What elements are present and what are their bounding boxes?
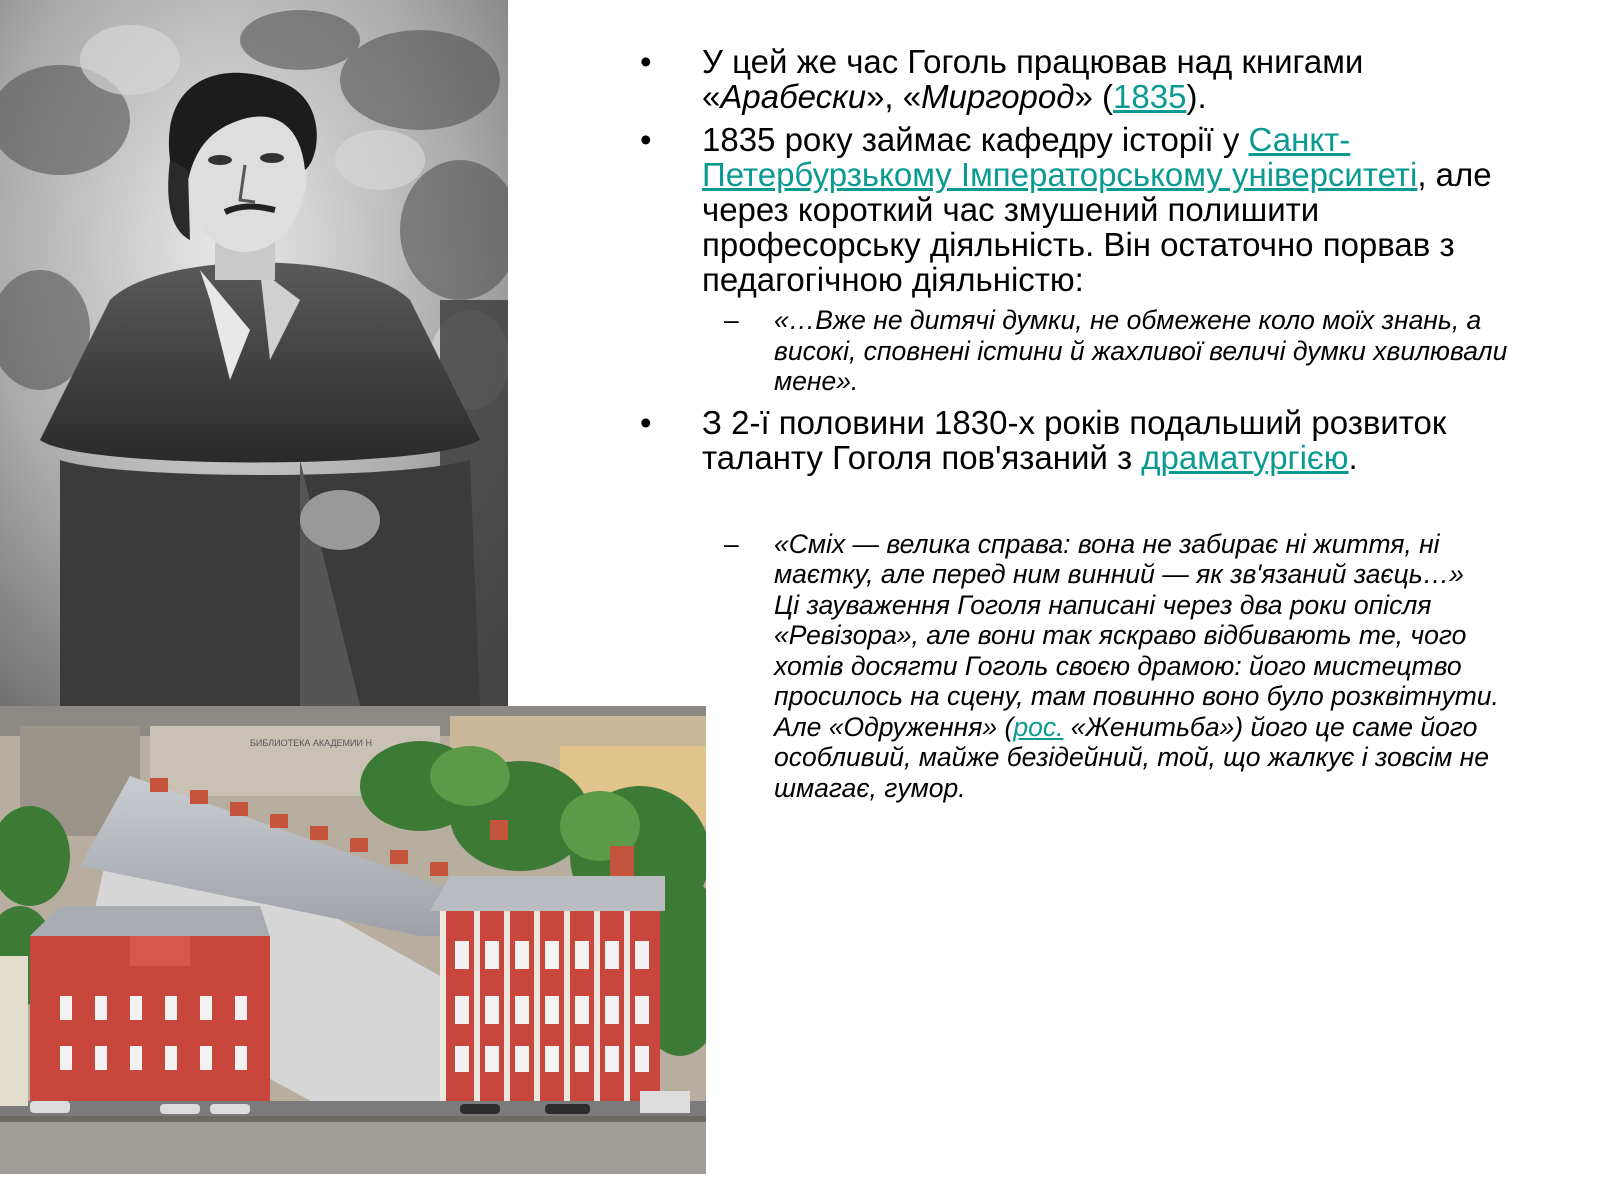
- quote-text: «Сміх — велика справа: вона не забирає ні життя, ні маєтку, але перед ним винний — як зв'язаний заєць…»: [774, 528, 1464, 589]
- dash-marker: –: [724, 528, 739, 559]
- university-link[interactable]: Санкт-Петербурзькому Імператорському університеті: [702, 121, 1418, 193]
- slide-text: [636, 44, 1536, 811]
- library-sign: БИБЛИОТЕКА АКАДЕМИИ Н: [250, 738, 372, 748]
- text: .: [1348, 438, 1358, 476]
- quote-thoughts: [636, 305, 1536, 397]
- twelve-collegia-building: [0, 706, 706, 1174]
- year-1835-link[interactable]: 1835: [1113, 78, 1187, 115]
- book-title-arabesky: Арабески: [720, 78, 867, 115]
- gogol-portrait: [0, 0, 508, 706]
- bullet-marker: •: [640, 403, 652, 441]
- book-title-myrhorod: Миргород: [921, 78, 1075, 115]
- commentary-text: «Женитьба») його це саме його особливий, майже безідейний, той, що жалкує і зовсім не шмагає, гумор.: [774, 711, 1489, 803]
- drama-link[interactable]: драматургією: [1141, 438, 1349, 476]
- bullet-arabesky: [636, 44, 1536, 114]
- commentary-text: Ці зауваження Гоголя написані через два роки опісля «Ревізора», але вони так яскраво відбивають те, чого хотів досягти Гоголь своєю драмою: його мистецтво просилось на сцену, там повинно воно було розквітнути. Але «Одруження» (: [774, 589, 1499, 742]
- text: ).: [1186, 78, 1207, 115]
- dash-marker: –: [724, 305, 739, 335]
- quote-laughter: [636, 529, 1536, 804]
- text: » (: [1074, 78, 1114, 115]
- bullet-marker: •: [640, 43, 652, 80]
- text: З 2-ї половини 1830-х років подальший розвиток таланту Гоголя пов'язаний з: [702, 403, 1447, 476]
- text: 1835 року займає кафедру історії у: [702, 121, 1249, 158]
- quote-text: «…Вже не дитячі думки, не обмежене коло моїх знань, а високі, сповнені істини й жахливої величі думки хвилювали мене».: [774, 305, 1508, 396]
- bullet-university: [636, 122, 1536, 297]
- bullet-marker: •: [640, 121, 652, 158]
- russian-abbr-link[interactable]: рос.: [1013, 711, 1064, 742]
- text: , але через короткий час змушений полишити професорську діяльність. Він остаточно порвав з педагогічною діяльністю:: [702, 156, 1492, 298]
- text: У цей же час Гоголь працював над книгами «: [702, 43, 1364, 115]
- text: », «: [866, 78, 922, 115]
- bullet-drama: [636, 405, 1536, 475]
